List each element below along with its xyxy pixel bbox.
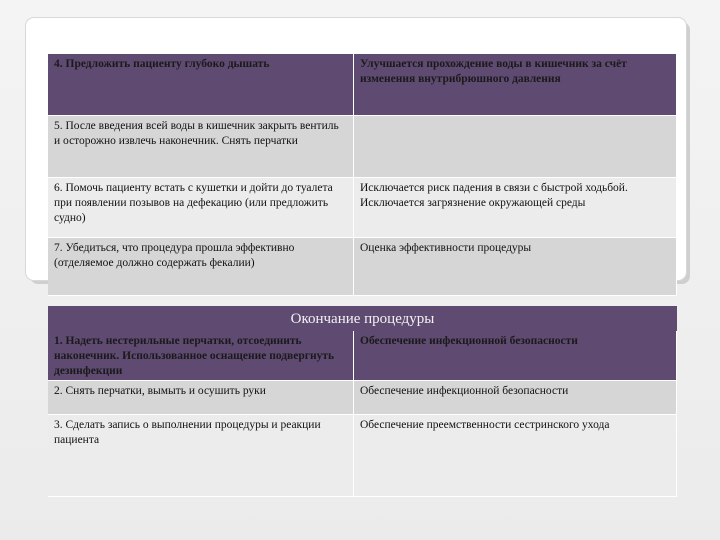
table-row-step: 4. Предложить пациенту глубоко дышать — [48, 54, 354, 116]
table-row-rationale: Обеспечение инфекционной безопасности — [354, 331, 677, 381]
table-row-rationale: Обеспечение преемственности сестринского ухода — [354, 415, 677, 497]
table-row-rationale: Обеспечение инфекционной безопасности — [354, 381, 677, 415]
table-row-step: 1. Надеть нестерильные перчатки, отсоединить наконечник. Использованное оснащение подвергнуть дезинфекции — [48, 331, 354, 381]
table-row-step: 6. Помочь пациенту встать с кушетки и дойти до туалета при появлении позывов на дефекацию (или предложить судно) — [48, 178, 354, 238]
table-row-rationale: Оценка эффективности процедуры — [354, 238, 677, 296]
table-row-step: 2. Снять перчатки, вымыть и осушить руки — [48, 381, 354, 415]
table-row-step: 7. Убедиться, что процедура прошла эффективно (отделяемое должно содержать фекалии) — [48, 238, 354, 296]
table-row-rationale: Улучшается прохождение воды в кишечник за счёт изменения внутрибрюшного давления — [354, 54, 677, 116]
table-row-step: 5. После введения всей воды в кишечник закрыть вентиль и осторожно извлечь наконечник. Снять перчатки — [48, 116, 354, 178]
table-row-rationale: Исключается риск падения в связи с быстрой ходьбой. Исключается загрязнение окружающей среды — [354, 178, 677, 238]
table-row-rationale — [354, 116, 677, 178]
table-row-step: 3. Сделать запись о выполнении процедуры и реакции пациента — [48, 415, 354, 497]
section-title: Окончание процедуры — [48, 306, 677, 332]
